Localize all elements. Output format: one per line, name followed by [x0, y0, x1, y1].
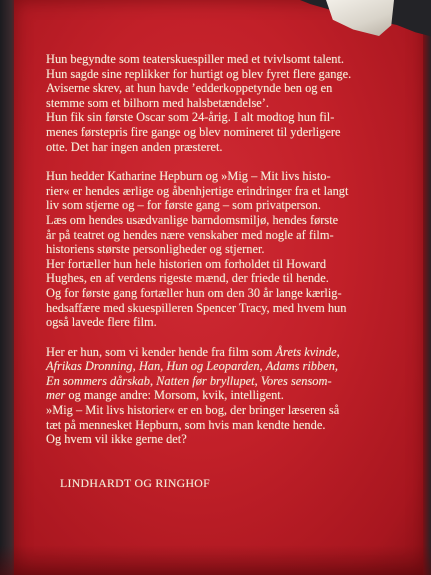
text-line: liv som stjerne og – for første gang – som privatperson. — [46, 198, 321, 213]
text-line — [46, 388, 401, 403]
text-line: otte. Det har ingen anden præsteret. — [46, 139, 223, 154]
film-title: Han, Hun og Leoparden — [138, 359, 260, 374]
film-title: Adams ribben — [265, 359, 335, 374]
text-line: Hun begyndte som teaterskuespiller med et tvivlsomt talent. — [46, 52, 344, 66]
text-line: Læs om hendes usædvanlige barndomsmiljø, hendes første — [46, 212, 339, 227]
text-run: , — [254, 373, 261, 388]
text-line: Her fortæller hun hele historien om forholdet til Howard — [46, 256, 327, 271]
blurb-text — [46, 52, 401, 490]
text-line — [46, 359, 401, 374]
text-line: hedsaffære med skuespilleren Spencer Tracy, med hvem hun — [46, 300, 347, 315]
text-line — [46, 374, 401, 389]
text-line: tæt på mennesket Hepburn, som hvis man kendte hende. — [46, 417, 326, 432]
text-line: Og for første gang fortæller hun om den 30 år lange kærlig- — [46, 285, 342, 300]
text-run: , — [259, 359, 266, 374]
text-line: Aviserne skrev, at hun havde ’edderkoppetynde ben og en — [46, 81, 333, 96]
paragraph-gap — [46, 330, 401, 345]
text-line — [46, 345, 401, 360]
text-line: Hun hedder Katharine Hepburn og »Mig – Mit livs histo- — [46, 169, 331, 184]
text-line: »Mig – Mit livs historier« er en bog, der bringer læseren så — [46, 403, 340, 418]
text-line: Og hvem vil ikke gerne det? — [46, 432, 187, 447]
paragraph-gap — [46, 154, 401, 169]
publisher-name: LINDHARDT OG RINGHOF — [60, 475, 210, 490]
bottom-shadow — [0, 545, 431, 575]
text-line: menes førstepris fire gange og blev nomineret til yderligere — [46, 124, 341, 139]
text-line: stemme som et bilhorn med halsbetændelse’. — [46, 95, 269, 110]
film-title: Årets kvinde — [275, 344, 337, 359]
text-run: Her er hun, som vi kender hende fra film som — [46, 344, 276, 359]
paragraph-1 — [46, 52, 401, 154]
text-run: , — [334, 359, 339, 374]
text-line: rier« er hendes ærlige og åbenhjertige erindringer fra et langt — [46, 183, 349, 198]
text-run: , — [132, 359, 139, 374]
paragraph-gap — [46, 447, 401, 476]
film-title: Natten før bryllupet — [156, 373, 255, 388]
text-line: Hun sagde sine replikker for hurtigt og blev fyret flere gange. — [46, 66, 352, 81]
text-line: også lavede flere film. — [46, 315, 157, 330]
paragraph-2 — [46, 169, 401, 330]
text-run: , — [336, 344, 340, 359]
text-run: , — [149, 373, 157, 388]
text-line: historiens største personligheder og stjerner. — [46, 242, 265, 257]
film-title: Vores sensom- — [260, 373, 332, 388]
film-title: mer — [46, 388, 66, 403]
text-line: år på teatret og hendes nære venskaber med nogle af film- — [46, 227, 334, 242]
text-line: Hughes, en af verdens rigeste mænd, der friede til hende. — [46, 271, 329, 286]
paragraph-3 — [46, 345, 401, 447]
text-line: Hun fik sin første Oscar som 24-årig. I alt modtog hun fil- — [46, 110, 335, 125]
film-title: En sommers dårskab — [46, 373, 150, 388]
text-run: og mange andre: Morsom, kvik, intelligent. — [65, 388, 284, 403]
cover-right-edge — [423, 0, 431, 575]
film-title: Afrikas Dronning — [46, 359, 133, 374]
